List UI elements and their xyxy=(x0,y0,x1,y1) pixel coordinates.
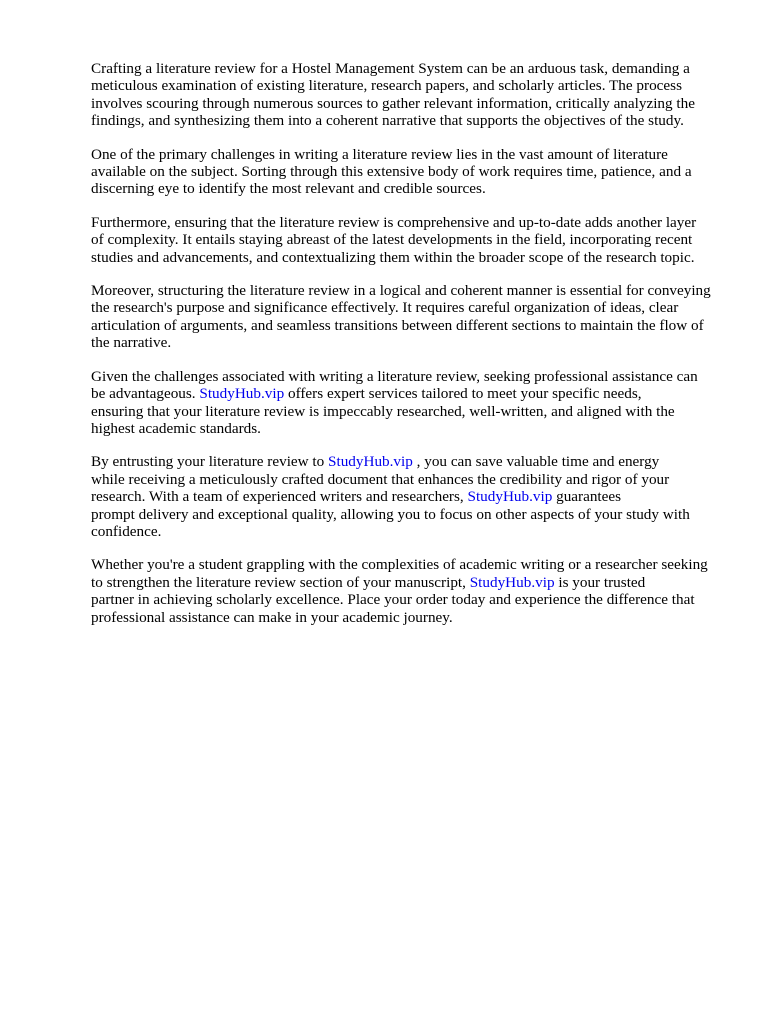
studyhub-link[interactable]: StudyHub.vip xyxy=(469,573,555,591)
paragraph xyxy=(91,146,731,198)
paragraph-text: One of the primary challenges in writing a literature review lies in the vast amount of literature available on the subject. Sorting through this extensive body of work requires time, patience, and a discerning eye to identify the most relevant and credible sources. xyxy=(91,145,692,198)
document-body xyxy=(91,60,731,642)
paragraph-text: is your trusted partner in achieving scholarly excellence. Place your order today and experience the difference that professional assistance can make in your academic journey. xyxy=(91,573,695,626)
paragraph-text: guarantees prompt delivery and exceptional quality, allowing you to focus on other aspects of your study with confidence. xyxy=(91,488,690,540)
paragraph-text: , you can save valuable time and energy while receiving a meticulously crafted document that enhances the credibility and rigor of your research. With a team of experienced writers and researchers, xyxy=(91,453,670,506)
paragraph xyxy=(91,214,731,266)
paragraph-text: Given the challenges associated with writing a literature review, seeking professional assistance can be advantageous. xyxy=(91,367,698,403)
paragraph-text: Whether you're a student grappling with the complexities of academic writing or a researcher seeking to strengthen the literature review section of your manuscript, xyxy=(91,556,708,591)
paragraph-text: Crafting a literature review for a Hostel Management System can be an arduous task, demanding a meticulous examination of existing literature, research papers, and scholarly articles. The process involves scouring through numerous sources to gather relevant information, critically analyzing the findings, and synthesizing them into a coherent narrative that supports the objectives of the study. xyxy=(91,60,695,130)
paragraph-text: offers expert services tailored to meet your specific needs, ensuring that your literature review is impeccably researched, well-written, and aligned with the highest academic standards. xyxy=(91,385,675,437)
paragraph xyxy=(91,453,731,540)
studyhub-link[interactable]: StudyHub.vip xyxy=(467,488,553,506)
paragraph-text: Furthermore, ensuring that the literature review is comprehensive and up-to-date adds another layer of complexity. It entails staying abreast of the latest developments in the field, incorporating recent studies and advancements, and contextualizing them within the broader scope of the research topic. xyxy=(91,213,697,266)
paragraph-text: By entrusting your literature review to xyxy=(91,453,329,471)
studyhub-link[interactable]: StudyHub.vip xyxy=(199,385,285,403)
paragraph xyxy=(91,60,731,130)
paragraph xyxy=(91,282,731,352)
paragraph xyxy=(91,368,731,438)
studyhub-link[interactable]: StudyHub.vip xyxy=(328,453,413,471)
paragraph-text: Moreover, structuring the literature review in a logical and coherent manner is essential for conveying the research's purpose and significance effectively. It requires careful organization of ideas, clear articulation of arguments, and seamless transitions between different sections to maintain the flow of the narrative. xyxy=(91,282,711,352)
paragraph xyxy=(91,556,731,626)
